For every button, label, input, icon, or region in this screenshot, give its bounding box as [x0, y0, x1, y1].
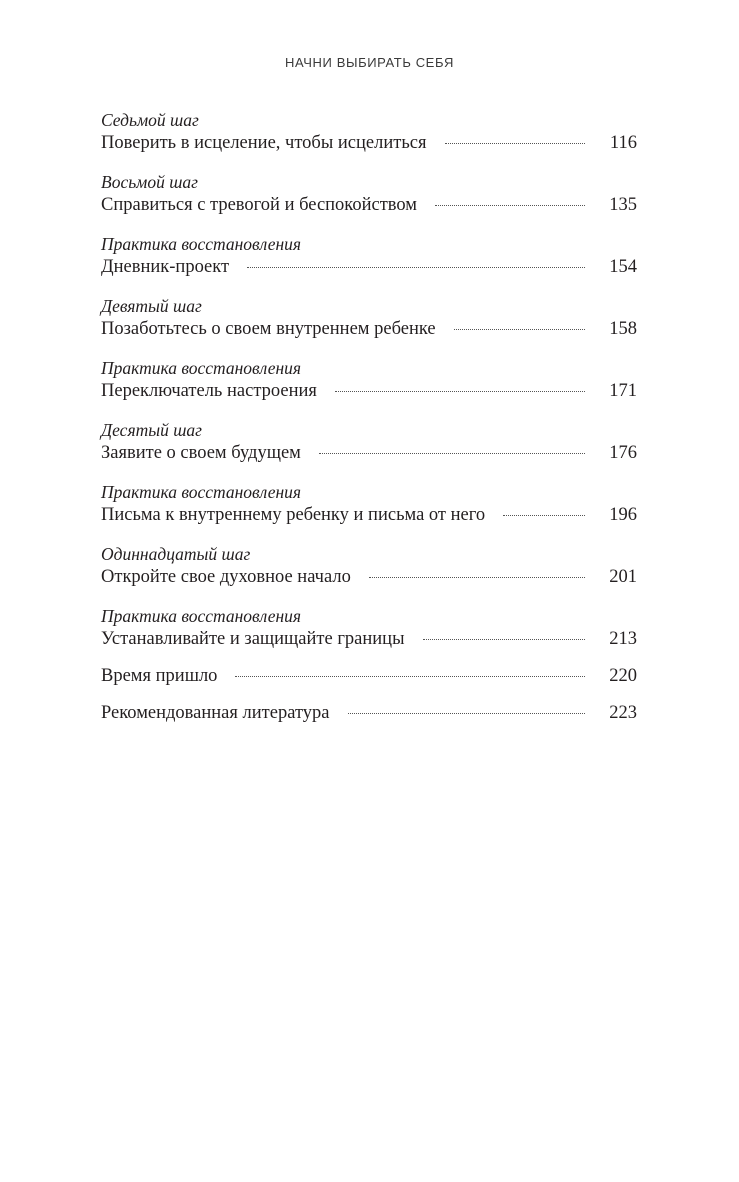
spacer [101, 689, 637, 701]
dot-leader [454, 329, 585, 330]
toc-page-number: 201 [609, 567, 637, 587]
toc-entry-title: Переключатель настроения [101, 381, 317, 401]
toc-entry-row [101, 627, 637, 652]
toc-page-number: 213 [609, 629, 637, 649]
dot-leader [335, 391, 585, 392]
toc-entry[interactable] [101, 110, 637, 156]
toc-page-number: 176 [609, 443, 637, 463]
toc-entry-row [101, 131, 637, 156]
dot-leader [235, 676, 585, 677]
toc-entry-title: Заявите о своем будущем [101, 443, 301, 463]
toc-entry-row [101, 701, 637, 726]
toc-entry[interactable] [101, 664, 637, 689]
toc-section-label: Восьмой шаг [101, 172, 199, 192]
toc-entry-title: Справиться с тревогой и беспокойством [101, 195, 418, 215]
toc-entry-row [101, 441, 637, 466]
toc-section-label: Практика восстановления [101, 606, 302, 626]
dot-leader [369, 577, 585, 578]
toc-entry-row [101, 255, 637, 280]
toc-entry[interactable] [101, 482, 637, 528]
toc-section-label: Практика восстановления [101, 482, 302, 502]
toc-entry-row [101, 565, 637, 590]
toc-section-label: Практика восстановления [101, 358, 302, 378]
toc-entry[interactable] [101, 606, 637, 652]
toc-page-number: 223 [609, 703, 637, 723]
running-head: НАЧНИ ВЫБИРАТЬ СЕБЯ [285, 55, 454, 70]
toc-entry[interactable] [101, 358, 637, 404]
toc-entry[interactable] [101, 701, 637, 726]
dot-leader [423, 639, 585, 640]
toc-section-label: Девятый шаг [101, 296, 202, 316]
dot-leader [348, 713, 586, 714]
spacer [101, 466, 637, 482]
spacer [101, 652, 637, 664]
spacer [101, 342, 637, 358]
toc-section-label: Десятый шаг [101, 420, 202, 440]
toc-entry[interactable] [101, 296, 637, 342]
toc-page-number: 116 [609, 133, 637, 153]
spacer [101, 528, 637, 544]
toc-entry-row [101, 379, 637, 404]
toc-section-label: Седьмой шаг [101, 110, 199, 130]
toc-page-number: 135 [609, 195, 637, 215]
dot-leader [247, 267, 585, 268]
toc-entry-row [101, 664, 637, 689]
toc-entry-title: Поверить в исцеление, чтобы исцелиться [101, 133, 427, 153]
toc-page-number: 220 [609, 666, 637, 686]
spacer [101, 156, 637, 172]
table-of-contents [101, 110, 637, 726]
toc-entry-row [101, 503, 637, 528]
spacer [101, 590, 637, 606]
toc-entry-row [101, 317, 637, 342]
toc-page-number: 196 [609, 505, 637, 525]
toc-entry-title: Время пришло [101, 666, 218, 686]
toc-entry-title: Рекомендованная литература [101, 703, 330, 723]
dot-leader [503, 515, 585, 516]
toc-entry[interactable] [101, 234, 637, 280]
toc-entry-title: Откройте свое духовное начало [101, 567, 351, 587]
toc-page-number: 154 [609, 257, 637, 277]
spacer [101, 218, 637, 234]
toc-entry[interactable] [101, 544, 637, 590]
dot-leader [435, 205, 585, 206]
dot-leader [319, 453, 585, 454]
toc-entry[interactable] [101, 172, 637, 218]
spacer [101, 280, 637, 296]
toc-entry-title: Письма к внутреннему ребенку и письма от него [101, 505, 486, 525]
toc-entry-row [101, 193, 637, 218]
toc-entry-title: Дневник-проект [101, 257, 230, 277]
toc-section-label: Одиннадцатый шаг [101, 544, 251, 564]
spacer [101, 404, 637, 420]
toc-entry-title: Позаботьтесь о своем внутреннем ребенке [101, 319, 436, 339]
toc-entry-title: Устанавливайте и защищайте границы [101, 629, 405, 649]
toc-page-number: 171 [609, 381, 637, 401]
dot-leader [445, 143, 586, 144]
toc-section-label: Практика восстановления [101, 234, 302, 254]
toc-page-number: 158 [609, 319, 637, 339]
toc-entry[interactable] [101, 420, 637, 466]
